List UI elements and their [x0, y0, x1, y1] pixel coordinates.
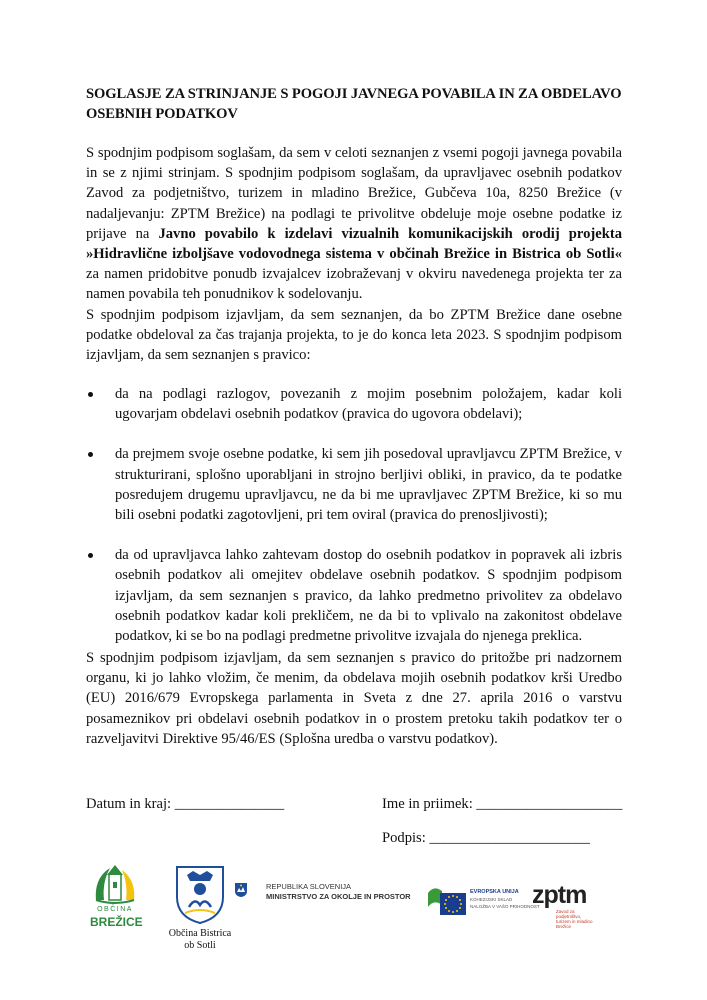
- name-field: Ime in priimek: ____________________: [382, 796, 623, 812]
- zptm-logo: [532, 881, 593, 929]
- bullet-icon: [88, 553, 93, 558]
- consent-text-part2: za namen pridobitve ponudb izvajalcev izobraževanj v okviru navedenega projekta ter za namen povabila teh ponudnikov k sodelovanju.: [86, 266, 622, 303]
- zptm-subtitle-line1: Zavod za podjetništvo,: [556, 909, 582, 919]
- bistrica-logo: [165, 863, 235, 973]
- ministry-line1: REPUBLIKA SLOVENIJA: [266, 882, 352, 891]
- eu-line3: NALOŽBA V VAŠO PRIHODNOST: [470, 904, 540, 909]
- slovenia-emblem-icon: [234, 882, 248, 898]
- list-item-text: da od upravljavca lahko zahtevam dostop do osebnih podatkov in popravek ali izbris osebnih podatkov ali omejitev obdelave osebnih podatkov. S spodnjim podpisom izjavljam, da sem seznanjen s pravico, da lahko predmetno privolitev za obdelavo osebnih podatkov kadar koli prekličem, ne da bi to vplivalo na zakonitost obdelave podatkov, ki se bo na podlagi predmetne privolitve izvajala do njenega preklica.: [115, 547, 622, 645]
- eu-line2: KOHEZIJSKI SKLAD: [470, 897, 513, 902]
- bistrica-caption-line2: ob Sotli: [184, 940, 216, 951]
- ministry-line2: MINISTRSTVO ZA OKOLJE IN PROSTOR: [266, 892, 411, 901]
- list-item: [86, 444, 622, 525]
- eu-line1: EVROPSKA UNIJA: [470, 889, 519, 895]
- bullet-icon: [88, 392, 93, 397]
- eu-cohesion-logo: [428, 885, 540, 921]
- brezice-tower-icon: [90, 860, 140, 906]
- bullet-icon: [88, 452, 93, 457]
- ministry-logo: [232, 882, 412, 910]
- brezice-logo-top-text: OBČINA: [97, 906, 133, 913]
- rights-intro-paragraph: S spodnjim podpisom izjavljam, da sem seznanjen, da bo ZPTM Brežice dane osebne podatke obdeloval za čas trajanja projekta, to je do konca leta 2023. S spodnjim podpisom izjavljam, da sem seznanjen s pravico:: [86, 307, 622, 364]
- list-item: [86, 545, 622, 646]
- list-item-text: da na podlagi razlogov, povezanih z mojim posebnim položajem, kadar koli ugovarjam obdelavi osebnih podatkov (pravica do ugovora obdelavi);: [115, 386, 622, 423]
- list-item-text: da prejmem svoje osebne podatke, ki sem jih posedoval upravljavcu ZPTM Brežice, v strukturirani, splošno uporabljani in strojno berljivi obliki, in pravico, da te podatke posredujem drugemu upravljavcu, ne da bi me upravljavec ZPTM Brežice, ki so mu bili osebni podatki zagotovljeni, pri tem oviral (pravica do prenosljivosti);: [115, 446, 622, 524]
- rights-list: [86, 384, 622, 666]
- consent-project-name: Javno povabilo k izdelavi vizualnih komunikacijskih orodij projekta »Hidravlične izboljšave vodovodnega sistema v občinah Brežice in Bistrica ob Sotli«: [86, 225, 622, 263]
- consent-text-part1: S spodnjim podpisom soglašam, da sem v celoti seznanjen z vsemi pogoji javnega povabila in se z njimi strinjam. S spodnjim podpisom soglašam, da upravljavec osebnih podatkov Zavod za podjetništvo, turizem in mladino Brežice, Gubčeva 10a, 8250 Brežice (v nadaljevanju: ZPTM Brežice) na podlagi te privolitve obdeluje moje osebne podatke iz prijave na: [86, 145, 622, 242]
- zptm-wordmark: zptm: [532, 881, 587, 909]
- logo-footer: [0, 855, 707, 1000]
- eu-flag-icon: [428, 885, 466, 917]
- consent-paragraph: [86, 143, 622, 305]
- brezice-logo: [90, 860, 143, 932]
- list-item: [86, 384, 622, 424]
- zptm-subtitle-line2: turizem in mladino Brežice: [556, 919, 593, 929]
- bistrica-coat-of-arms-icon: [165, 863, 235, 925]
- zptm-subtitle: [556, 909, 600, 929]
- complaint-paragraph: S spodnjim podpisom izjavljam, da sem seznanjen s pravico do pritožbe pri nadzornem organu, ki jo lahko vložim, če menim, da obdelava mojih osebnih podatkov krši Uredbo (EU) 2016/679 Evropskega parlamenta in Sveta z dne 27. aprila 2016 o varstvu posameznikov pri obdelavi osebnih podatkov in o prostem pretoku takih podatkov ter o razveljavitvi Direktive 95/46/ES (Splošna uredba o varstvu podatkov).: [86, 650, 622, 747]
- date-place-field: Datum in kraj: _______________: [86, 796, 285, 812]
- bistrica-logo-caption: [160, 928, 240, 952]
- bistrica-caption-line1: Občina Bistrica: [168, 928, 232, 939]
- brezice-logo-name: BREŽICE: [90, 915, 143, 929]
- document-title: SOGLASJE ZA STRINJANJE S POGOJI JAVNEGA POVABILA IN ZA OBDELAVO OSEBNIH PODATKOV: [86, 86, 622, 122]
- signature-field: Podpis: ______________________: [382, 830, 590, 846]
